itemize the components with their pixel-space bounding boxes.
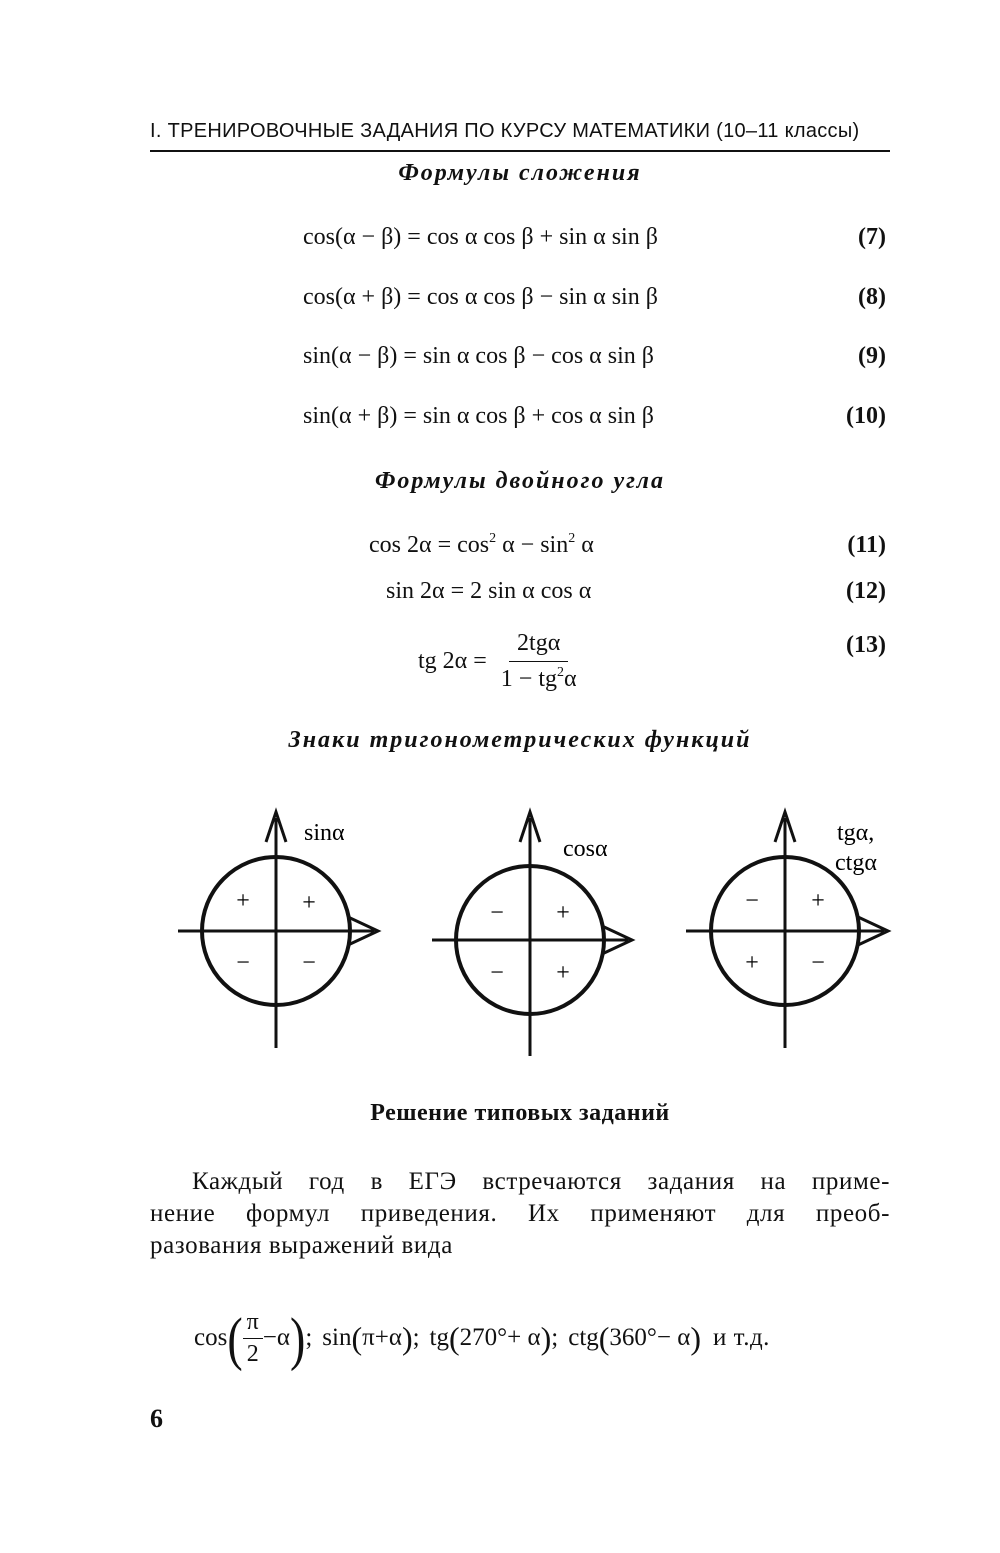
tg-q2-sign: − — [745, 888, 759, 914]
formula-11-part-a: cos 2α = cos — [369, 532, 490, 558]
formula-10-rhs: = sin α cos β + cos α sin β — [403, 403, 654, 429]
expr-semicolon-3: ; — [551, 1324, 559, 1351]
expr-ctg-arg: 360°− α — [609, 1324, 691, 1351]
page-number: 6 — [150, 1404, 163, 1433]
formula-8-lhs: cos(α + β) — [303, 284, 402, 310]
formula-9-lhs: sin(α − β) — [303, 343, 398, 369]
formula-13-number: (13) — [846, 632, 886, 658]
formula-12: sin 2α = 2 sin α cos α — [386, 578, 592, 604]
expr-ctg-close: ) — [690, 1319, 702, 1356]
formula-7-rhs: = cos α cos β + sin α sin β — [407, 224, 658, 250]
cos-q3-sign: − — [490, 960, 504, 986]
formula-10-lhs: sin(α + β) — [303, 403, 398, 429]
expr-tg-arg: 270°+ α — [459, 1324, 541, 1351]
solutions-title: Решение типовых заданий — [370, 1100, 670, 1126]
formula-13 — [418, 630, 585, 693]
cos-label: cosα — [563, 836, 608, 862]
expr-cos-open-paren: ( — [227, 1304, 243, 1372]
reduction-expressions — [194, 1302, 770, 1374]
tg-q1-sign: + — [811, 888, 825, 914]
tg-label: tgα, — [837, 820, 875, 846]
signs-title: Знаки тригонометрических функций — [288, 727, 752, 753]
signs-diagrams — [0, 790, 1000, 1070]
formula-11-number: (11) — [847, 532, 886, 558]
formula-11-exp-2: 2 — [568, 531, 576, 546]
formula-13-denominator — [493, 662, 585, 693]
expr-cos: cos — [194, 1324, 228, 1351]
formula-10 — [303, 403, 654, 430]
formula-12-number: (12) — [846, 578, 886, 604]
tg-q4-sign: − — [811, 950, 825, 976]
formula-8 — [303, 284, 658, 311]
expr-tg-close: ) — [540, 1319, 552, 1356]
paragraph-line-1: Каждый год в ЕГЭ встречаются задания на приме- — [192, 1168, 890, 1195]
tg-ctg-signs-diagram — [686, 812, 888, 1048]
formula-7 — [303, 224, 658, 251]
formula-13-fraction — [493, 630, 585, 693]
expr-sin: sin — [322, 1324, 352, 1351]
sin-q2-sign: + — [236, 888, 250, 914]
sin-q1-sign: + — [302, 890, 316, 916]
solutions-paragraph — [150, 1166, 890, 1262]
paragraph-line-3: разования выражений вида — [150, 1232, 453, 1259]
expr-sin-arg: π+α — [362, 1324, 402, 1351]
tg-q3-sign: + — [745, 950, 759, 976]
cos-q2-sign: − — [490, 900, 504, 926]
cos-signs-diagram — [432, 812, 632, 1056]
formula-9-rhs: = sin α cos β − cos α sin β — [403, 343, 654, 369]
formula-13-numerator: 2tgα — [509, 630, 568, 662]
formula-13-den-c: α — [563, 666, 577, 692]
expr-sin-open: ( — [351, 1319, 363, 1356]
formula-7-lhs: cos(α − β) — [303, 224, 402, 250]
expr-sin-close: ) — [401, 1319, 413, 1356]
formula-11-exp-1: 2 — [489, 531, 497, 546]
expr-tg-open: ( — [449, 1319, 460, 1356]
cos-q4-sign: + — [556, 960, 570, 986]
expr-pi: π — [243, 1309, 263, 1339]
formula-11 — [369, 532, 594, 559]
addition-formulas-title: Формулы сложения — [398, 160, 642, 186]
formula-9 — [303, 343, 654, 370]
expr-semicolon-2: ; — [412, 1324, 420, 1351]
formula-8-rhs: = cos α cos β − sin α sin β — [407, 284, 658, 310]
running-header — [150, 120, 890, 152]
expr-ctg: ctg — [568, 1324, 599, 1351]
sin-signs-diagram — [178, 812, 378, 1048]
cos-q1-sign: + — [556, 900, 570, 926]
formula-8-number: (8) — [858, 284, 886, 310]
formula-7-number: (7) — [858, 224, 886, 250]
formula-11-part-e: α — [575, 532, 594, 558]
paragraph-line-2: нение формул приведения. Их применяют для преоб- — [150, 1200, 890, 1227]
expr-tg: tg — [429, 1324, 449, 1351]
formula-13-den-exp: 2 — [556, 665, 564, 680]
expr-etc: и т.д. — [713, 1324, 770, 1351]
sin-q4-sign: − — [302, 950, 316, 976]
formula-10-number: (10) — [846, 403, 886, 429]
expr-ctg-open: ( — [598, 1319, 610, 1356]
sin-label: sinα — [304, 820, 345, 846]
expr-cos-close-paren: ) — [289, 1304, 306, 1372]
expr-two: 2 — [246, 1340, 259, 1367]
formula-13-den-a: 1 − tg — [500, 666, 557, 692]
formula-13-lhs: tg 2α = — [418, 648, 487, 674]
sin-q3-sign: − — [236, 950, 250, 976]
expr-minus-alpha: −α — [262, 1324, 290, 1351]
ctg-label: ctgα — [835, 850, 877, 876]
formula-11-part-c: α − sin — [496, 532, 569, 558]
running-header-text: I. ТРЕНИРОВОЧНЫЕ ЗАДАНИЯ ПО КУРСУ МАТЕМАТИКИ (10–11 классы) — [150, 120, 860, 142]
double-angle-title: Формулы двойного угла — [375, 468, 665, 494]
expr-semicolon-1: ; — [305, 1324, 313, 1351]
expr-pi-over-2 — [243, 1309, 263, 1368]
formula-9-number: (9) — [858, 343, 886, 369]
